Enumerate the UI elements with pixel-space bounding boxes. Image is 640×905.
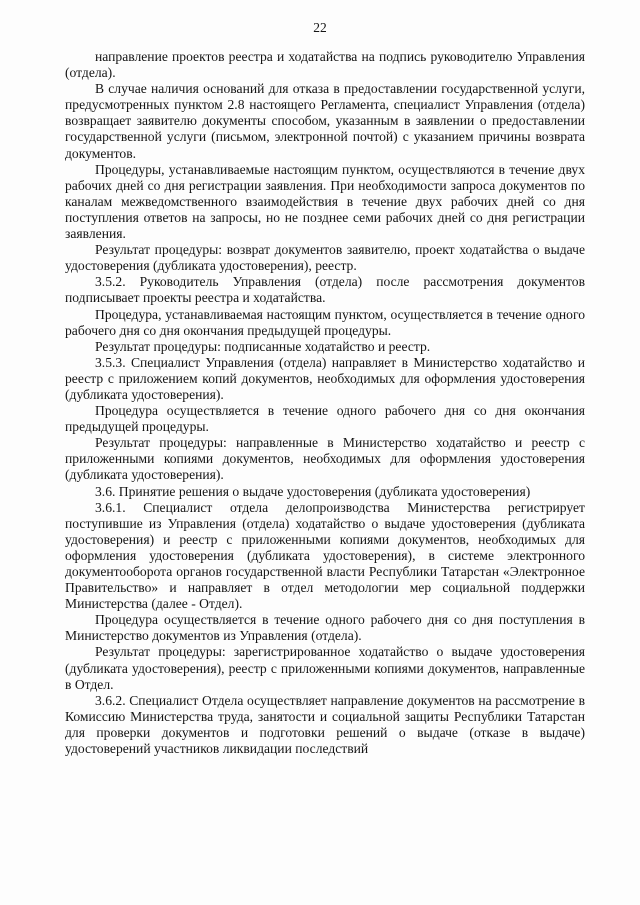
paragraph: Процедуры, устанавливаемые настоящим пунктом, осуществляются в течение двух рабочих дней со дня регистрации заявления. При необходимости запроса документов по каналам межведомственного взаимодействия в течение двух рабочих дней со дня поступления ответов на запросы, но не позднее семи рабочих дней со дня регистрации заявления. [65, 161, 585, 242]
paragraph: направление проектов реестра и ходатайства на подпись руководителю Управления (отдела). [65, 49, 585, 81]
paragraph: 3.6.1. Специалист отдела делопроизводства Министерства регистрирует поступившие из Управления (отдела) ходатайство о выдаче удостоверения (дубликата удостоверения) и реестр с приложенными копиями документов, необходимых для оформления удостоверения (дубликата удостоверения), в системе электронного документооборота органов государственной власти Республики Татарстан «Электронное Правительство» и направляет в отдел методологии мер социальной поддержки Министерства (далее - Отдел). [65, 499, 585, 612]
paragraph: 3.6.2. Специалист Отдела осуществляет направление документов на рассмотрение в Комиссию Министерства труда, занятости и социальной защиты Республики Татарстан для проверки документов и подготовки решений о выдаче (отказе в выдаче) удостоверений участников ликвидации последствий [65, 692, 585, 757]
paragraph: Процедура осуществляется в течение одного рабочего дня со дня поступления в Министерство документов из Управления (отдела). [65, 612, 585, 644]
document-body [65, 49, 585, 757]
paragraph: Результат процедуры: возврат документов заявителю, проект ходатайства о выдаче удостоверения (дубликата удостоверения), реестр. [65, 242, 585, 274]
paragraph: Процедура осуществляется в течение одного рабочего дня со дня окончания предыдущей процедуры. [65, 403, 585, 435]
paragraph: Результат процедуры: зарегистрированное ходатайство о выдаче удостоверения (дубликата удостоверения), реестр с приложенными копиями документов, направленные в Отдел. [65, 644, 585, 692]
paragraph: Процедура, устанавливаемая настоящим пунктом, осуществляется в течение одного рабочего дня со дня окончания предыдущей процедуры. [65, 306, 585, 338]
paragraph: Результат процедуры: подписанные ходатайство и реестр. [95, 338, 431, 354]
paragraph: 3.5.3. Специалист Управления (отдела) направляет в Министерство ходатайство и реестр с приложением копий документов, необходимых для оформления удостоверения (дубликата удостоверения). [65, 354, 585, 402]
page-number: 22 [313, 20, 327, 35]
paragraph: В случае наличия оснований для отказа в предоставлении государственной услуги, предусмотренных пунктом 2.8 настоящего Регламента, специалист Управления (отдела) возвращает заявителю документы способом, указанным в заявлении о предоставлении государственной услуги (письмом, электронной почтой) с указанием причины возврата документов. [65, 81, 585, 161]
paragraph: Результат процедуры: направленные в Министерство ходатайство и реестр с приложенными копиями документов, необходимых для оформления удостоверения (дубликата удостоверения). [65, 435, 585, 483]
paragraph: 3.5.2. Руководитель Управления (отдела) после рассмотрения документов подписывает проекты реестра и ходатайства. [65, 274, 585, 306]
section-heading: 3.6. Принятие решения о выдаче удостоверения (дубликата удостоверения) [95, 483, 531, 499]
